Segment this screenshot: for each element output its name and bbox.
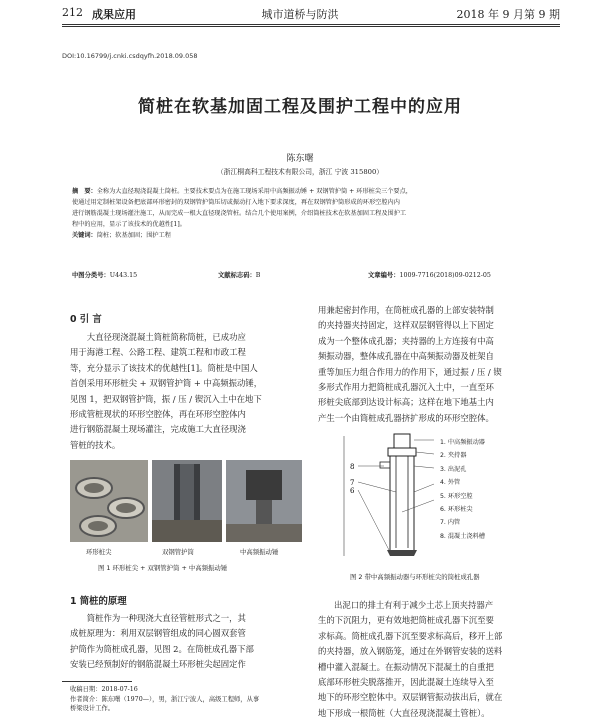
legend-item: 6. 环形桩尖 [440, 506, 473, 514]
text-line: 求标高。筒桩成孔器下沉至要求标高后，移开上部 [318, 630, 503, 641]
article-title: 简桩在软基加固工程及围护工程中的应用 [138, 97, 462, 117]
vibration-hammer-illustration [226, 460, 302, 542]
text-line: 多形式作用力把筒桩成孔器沉入土中，一直至环 [318, 382, 494, 393]
legend-item: 4. 外管 [440, 479, 461, 487]
photo-ring-pile-tip [70, 460, 148, 542]
leader-6 [358, 490, 390, 552]
double-casing-illustration [152, 460, 222, 542]
leader-2 [416, 452, 434, 454]
text-line: 地下的环形空腔体中。双层钢管振动拔出后，就在 [318, 692, 503, 703]
text-line: 重等加压力组合作用力的作用下，通过振 / 压 / 锲 [318, 366, 502, 377]
text-line: 的夹持器，放入钢筋笼，通过在外钢管安装的送料 [318, 646, 503, 657]
text-line: 成为一个整体成孔器；夹持器的上方连接有中高 [318, 335, 494, 346]
journal-name: 城市道桥与防洪 [261, 8, 339, 21]
text-line: 用兼起密封作用，在筒桩成孔器的上部安装特制 [318, 305, 494, 315]
text-line: 产生一个由筒桩成孔器挤扩形成的环形空腔体。 [318, 412, 494, 423]
leader-5 [402, 500, 434, 512]
fig2-num-8: 8 [350, 463, 355, 471]
text-line: 生的下沉阻力，更有效地把筒桩成孔器下沉至要 [318, 615, 494, 626]
article-id: 文章编号：1009-7716(2018)09-0212-05 [368, 272, 491, 279]
ring-tip-illustration [70, 460, 148, 542]
fig1-label-hammer: 中高频振动锤 [240, 548, 279, 556]
header-rule-thin [62, 26, 560, 27]
doi: DOI:10.16799/j.cnki.csdqyfh.2018.09.058 [62, 52, 198, 60]
text-line: 用于海港工程、公路工程、建筑工程和市政工程 [70, 347, 246, 358]
text-line: 地下形成一根筒桩（大直径现浇混凝土管桩）。 [318, 707, 490, 718]
footnote-line: 收稿日期：2018-07-16 [70, 686, 138, 693]
text-line: 底部环形桩尖脱落推开，因此混凝土连续导入至 [318, 677, 494, 688]
text-line: 护筒作为筒桩成孔器，见图 2。在筒桩成孔器下部 [70, 643, 254, 654]
fig2-num-6: 6 [350, 487, 355, 495]
legend-item: 8. 混凝土浇料槽 [440, 532, 485, 540]
feed-trough-shape [380, 462, 390, 468]
fig1-label-casing: 双钢管护筒 [162, 548, 194, 556]
keywords: 关键词：筒桩；软基加固；围护工程 [72, 232, 171, 239]
issue-label: 2018 年 9 月第 9 期 [456, 8, 560, 21]
text-line: 管桩的技术。 [70, 439, 121, 450]
text-line: 大直径现浇混凝土筒桩简称筒桩，已成功应 [70, 332, 246, 342]
leader-3 [414, 466, 434, 468]
fig2-pile-drill-diagram [340, 432, 440, 560]
footnote-line: 桥梁设计工作。 [70, 705, 115, 712]
legend-item: 5. 环形空腔 [440, 492, 473, 500]
abstract-line: 程中的应用，显示了该技术的优越性[1]。 [72, 221, 186, 228]
right-col-top-body [318, 303, 560, 426]
text-line: 出泥口的排土有利于减少土芯上顶夹持器产 [334, 600, 494, 610]
photo-double-casing [152, 460, 222, 542]
text-line: 筒桩作为一种现浇大直径管桩形式之一，其 [70, 613, 246, 623]
text-line: 首创采用环形桩尖 + 双钢管护筒 + 中高频振动锤， [70, 378, 263, 389]
text-line: 形成管桩现状的环形空腔体，再在环形空腔体内 [70, 409, 246, 420]
text-line: 等，充分显示了该技术的优越性[1]。筒桩是中国人 [70, 362, 258, 373]
fig1-caption: 图 1 环形桩尖 + 双钢管护筒 + 中高频振动锤 [98, 564, 228, 572]
abstract-label: 摘 要： [72, 188, 97, 195]
vibrator-shape [394, 434, 410, 448]
abstract-line: 使通过用定制桩架设备把底部环形密封的双钢管护筒压切或振动打入地下要求深度，再在双钢管护筒形成的环形空腔内内 [72, 199, 400, 206]
abstract-line: 摘 要：全称为大直径现浇混凝土筒桩。主要技术要点为在施工现场采用中高频振动锤 + 双钢管护筒 + 环形桩尖三个要点， [72, 188, 412, 195]
clamp-shape [388, 448, 416, 456]
section-0-heading: 0 引 言 [70, 314, 102, 325]
text-line: 频振动器，整体成孔器在中高频振动器及桩架自 [318, 351, 494, 362]
text-line: 进行钢筋混凝土现场灌注，完成施工大直径现浇 [70, 424, 246, 435]
right-col-bottom-body [318, 598, 560, 721]
text-line: 形桩尖底部到达设计标高；这样在地下地基土内 [318, 397, 494, 408]
footnote-rule [62, 681, 132, 682]
photo-vibration-hammer [226, 460, 302, 542]
legend-item: 2. 夹持器 [440, 452, 467, 460]
section-1-heading: 1 筒桩的原理 [70, 596, 127, 607]
text-line: 的夹持器夹持固定，这样双层钢管得以上下固定 [318, 320, 494, 331]
section-1-body [70, 611, 302, 673]
legend-item: 3. 出泥孔 [440, 465, 467, 473]
section-label: 成果应用 [92, 8, 136, 21]
leader-4 [414, 484, 434, 492]
text-line: 槽中灌入混凝土。在振动情况下混凝土的自重把 [318, 661, 494, 672]
legend-item: 1. 中高频振动器 [440, 439, 485, 446]
legend-item: 7. 内管 [440, 519, 461, 527]
text-line: 见图 1，把双钢管护筒，振 / 压 / 锲沉入土中在地下 [70, 393, 262, 404]
fig2-legend [440, 436, 485, 543]
section-0-body [70, 330, 302, 453]
text-line: 安装已经预制好的钢筋混凝土环形桩尖起固定作 [70, 659, 246, 670]
footnote-line: 作者简介：陈东曙（1970—），男，浙江宁波人，高级工程师，从事 [70, 695, 260, 703]
page-number: 212 [62, 6, 83, 19]
abstract [72, 186, 560, 241]
fig2-num-7: 7 [350, 479, 355, 487]
fig1-label-ring-tip: 环形桩尖 [86, 548, 112, 556]
fig2-caption: 图 2 带中高频振动器与环形桩尖的筒桩成孔器 [350, 573, 480, 581]
affiliation: （浙江桐高科工程技术有限公司，浙江 宁波 315800） [216, 168, 384, 176]
ring-tip-shape [387, 550, 417, 556]
document-code: 文献标志码：B [218, 272, 261, 279]
header-rule [62, 24, 560, 25]
clc-number: 中图分类号：U443.15 [72, 272, 138, 279]
footnote [70, 685, 302, 714]
abstract-line: 进行钢筋混凝土现场灌注施工，从而完成一根大直径现浇管桩。结合几个使用案例，介绍筒桩技术在软基加固工程及围护工 [72, 210, 407, 217]
text-line: 成桩原理为：利用双层钢管组成的同心圆双套管 [70, 628, 246, 639]
author: 陈东曙 [286, 154, 314, 164]
